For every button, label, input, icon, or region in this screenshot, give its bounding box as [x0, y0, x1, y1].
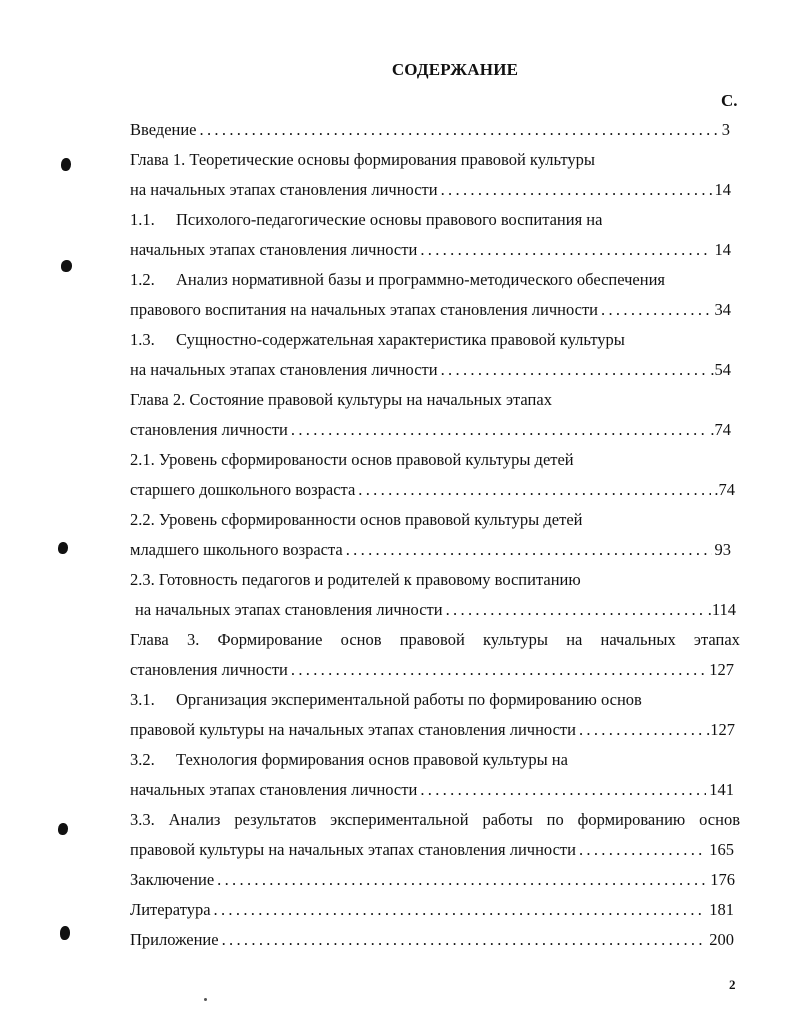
toc-entry-page: 3 [721, 120, 730, 139]
toc-entry-title: становления личности [130, 420, 288, 439]
dot-leader [214, 895, 707, 925]
page-title: СОДЕРЖАНИЕ [391, 60, 519, 79]
toc-entry-s3-3-line2[interactable] [130, 835, 734, 865]
toc-word: по [546, 810, 564, 829]
toc-entry-s3-2-line1[interactable] [130, 745, 568, 775]
dot-leader [200, 115, 719, 145]
toc-entry-ch1-line2[interactable] [130, 175, 731, 205]
toc-entry-title: становления личности [130, 660, 288, 679]
toc-entry-intro[interactable] [130, 115, 730, 145]
section-title: Психолого-педагогические основы правового воспитания на [176, 210, 603, 229]
toc-word: Формирование [217, 630, 323, 649]
section-title: Анализ нормативной базы и программно-методического обеспечения [176, 270, 665, 289]
section-number: 1.1. [130, 210, 155, 229]
toc-entry-ch3-line1[interactable] [130, 625, 740, 655]
toc-entry-page: .127 [706, 720, 735, 739]
toc-entry-s3-2-line2[interactable] [130, 775, 734, 805]
dot-leader [579, 835, 706, 865]
toc-entry-conclusion[interactable] [130, 865, 735, 895]
toc-word: основ [340, 630, 382, 649]
toc-entry-s2-1-line1[interactable]: 2.1. Уровень сформированости основ правовой культуры детей [130, 450, 574, 469]
toc-word: работы [482, 810, 533, 829]
toc-word: правовой [399, 630, 465, 649]
toc-entry-title: младшего школьного возраста [130, 540, 343, 559]
toc-entry-s3-1-line1[interactable] [130, 685, 642, 715]
toc-word: этапах [693, 630, 740, 649]
toc-entry-page: 176 [710, 870, 735, 889]
section-number: 1.3. [130, 330, 155, 349]
punch-hole-mark [58, 823, 68, 835]
section-number: 3.2. [130, 750, 155, 769]
section-number: 1.2. [130, 270, 155, 289]
punch-hole-mark [61, 260, 72, 272]
dot-leader [222, 925, 707, 955]
toc-entry-page: 141 [709, 780, 734, 799]
section-number: 3.1. [130, 690, 155, 709]
toc-entry-page: 200 [709, 930, 734, 949]
toc-entry-title: начальных этапах становления личности [130, 240, 418, 259]
toc-entry-appendix[interactable] [130, 925, 734, 955]
toc-entry-title: старшего дошкольного возраста [130, 480, 356, 499]
toc-entry-title: Заключение [130, 870, 215, 889]
toc-entry-page: 165 [709, 840, 734, 859]
toc-entry-page: 14 [714, 180, 731, 199]
toc-entry-ch1-line1[interactable]: Глава 1. Теоретические основы формирования правовой культуры [130, 150, 595, 169]
toc-entry-title: на начальных этапах становления личности [135, 600, 443, 619]
toc-entry-s1-3-line2[interactable] [130, 355, 731, 385]
toc-entry-page: 14 [714, 240, 731, 259]
scan-speck [204, 998, 207, 1001]
toc-entry-title: Введение [130, 120, 197, 139]
dot-leader [291, 415, 708, 445]
toc-entry-ch2-line1[interactable]: Глава 2. Состояние правовой культуры на начальных этапах [130, 390, 552, 409]
toc-entry-s2-3-line1[interactable]: 2.3. Готовность педагогов и родителей к правовому воспитанию [130, 570, 581, 589]
toc-entry-title: правового воспитания на начальных этапах становления личности [130, 300, 599, 319]
toc-entry-page: 127 [709, 660, 734, 679]
toc-entry-ch3-line2[interactable] [130, 655, 734, 685]
dot-leader [441, 175, 712, 205]
dot-leader [217, 865, 707, 895]
punch-hole-mark [61, 158, 71, 171]
toc-entry-page: 181 [709, 900, 734, 919]
toc-entry-title: Литература [130, 900, 211, 919]
toc-entry-s1-1-line2[interactable] [130, 235, 731, 265]
toc-word: 3. [186, 630, 200, 649]
toc-word: Глава [130, 630, 169, 649]
toc-word: на [566, 630, 583, 649]
dot-leader [601, 295, 711, 325]
toc-entry-s1-2-line1[interactable] [130, 265, 665, 295]
toc-entry-s2-3-line2[interactable] [135, 595, 736, 625]
toc-entry-title: на начальных этапах становления личности [130, 360, 438, 379]
dot-leader [579, 715, 703, 745]
section-title: Технология формирования основ правовой культуры на [176, 750, 568, 769]
toc-entry-page: .114 [707, 600, 736, 619]
toc-entry-literature[interactable] [130, 895, 734, 925]
toc-entry-title: правовой культуры на начальных этапах становления личности [130, 720, 576, 739]
toc-entry-s2-1-line2[interactable] [130, 475, 735, 505]
toc-entry-s2-2-line1[interactable]: 2.2. Уровень сформированности основ правовой культуры детей [130, 510, 583, 529]
toc-entry-page: .74 [710, 420, 731, 439]
toc-entry-ch2-line2[interactable] [130, 415, 731, 445]
dot-leader [446, 595, 705, 625]
toc-entry-s3-3-line1[interactable] [130, 805, 740, 835]
toc-entry-s1-1-line1[interactable] [130, 205, 602, 235]
toc-entry-page: .74 [714, 480, 735, 499]
toc-entry-title: правовой культуры на начальных этапах становления личности [130, 840, 576, 859]
punch-hole-mark [58, 542, 68, 554]
toc-word: экспериментальной [330, 810, 469, 829]
toc-word: результатов [234, 810, 317, 829]
page-column-label: С. [721, 91, 738, 110]
section-title: Организация экспериментальной работы по формированию основ [176, 690, 642, 709]
toc-word: формированию [577, 810, 686, 829]
section-title: Сущностно-содержательная характеристика правовой культуры [176, 330, 625, 349]
dot-leader [358, 475, 711, 505]
page-number: 2 [729, 977, 736, 992]
dot-leader [420, 775, 706, 805]
toc-entry-page: .54 [710, 360, 731, 379]
toc-entry-s2-2-line2[interactable] [130, 535, 731, 565]
punch-hole-mark [60, 926, 70, 940]
toc-word: Анализ [168, 810, 221, 829]
toc-entry-page: 93 [714, 540, 731, 559]
toc-word: начальных [600, 630, 676, 649]
toc-entry-title: Приложение [130, 930, 219, 949]
toc-word: культуры [482, 630, 549, 649]
dot-leader [346, 535, 712, 565]
toc-entry-s1-3-line1[interactable] [130, 325, 625, 355]
toc-entry-title: начальных этапах становления личности [130, 780, 418, 799]
dot-leader [420, 235, 711, 265]
dot-leader [291, 655, 706, 685]
toc-word: основ [699, 810, 740, 829]
toc-word: 3.3. [130, 810, 155, 829]
toc-entry-page: 34 [714, 300, 731, 319]
toc-entry-s3-1-line2[interactable] [130, 715, 735, 745]
dot-leader [441, 355, 708, 385]
toc-entry-s1-2-line2[interactable] [130, 295, 731, 325]
toc-entry-title: на начальных этапах становления личности [130, 180, 438, 199]
